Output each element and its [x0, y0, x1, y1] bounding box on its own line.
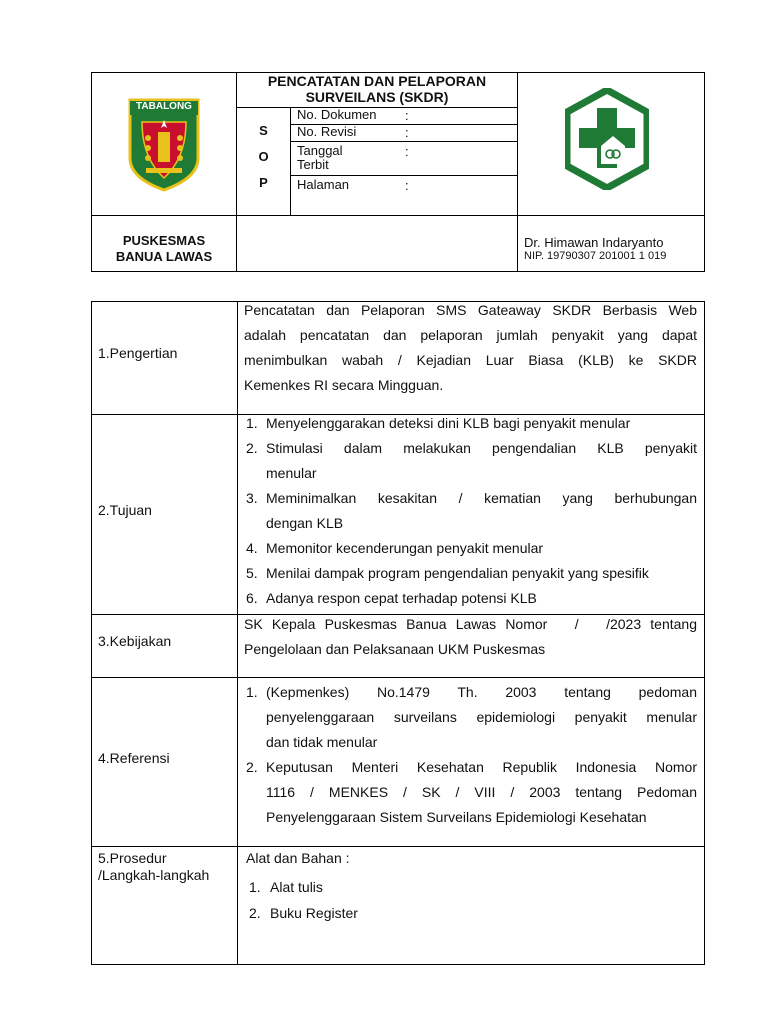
pengertian-text: [244, 298, 697, 398]
section-label-prosedur: [98, 850, 209, 884]
signatory-nip: NIP. 19790307 201001 1 019: [524, 250, 667, 262]
item-line: penyelenggaraan surveilans epidemiologi penyakit menular: [266, 709, 697, 725]
meta-label: No. Revisi: [297, 124, 357, 139]
referensi-item: [246, 755, 697, 830]
pengertian-line: menimbulkan wabah / Kejadian Luar Biasa (KLB) ke SKDR: [244, 352, 697, 368]
logo-text: TABALONG: [136, 101, 192, 112]
sop-letters: [237, 122, 290, 200]
referensi-item: [246, 680, 697, 755]
sop-letter-o: O: [258, 149, 269, 164]
sop-title-line2: SURVEILANS (SKDR): [305, 89, 449, 105]
section-label-pengertian: 1.Pengertian: [98, 345, 178, 361]
item-line: Memonitor kecenderungan penyakit menular: [266, 540, 544, 556]
section-label-referensi: 4.Referensi: [98, 750, 170, 766]
pengertian-line: Pencatatan dan Pelaporan SMS Gateaway SKDR Berbasis Web: [244, 302, 697, 318]
item-text: Buku Register: [270, 905, 358, 921]
meta-label-line2: Terbit: [297, 157, 329, 172]
sop-title: [237, 73, 517, 105]
meta-label: No. Dokumen: [297, 107, 377, 122]
meta-colon: :: [405, 108, 409, 123]
item-number: 5.: [246, 565, 258, 581]
item-line: (Kepmenkes) No.1479 Th. 2003 tentang pedoman: [266, 684, 697, 700]
meta-label: Halaman: [297, 177, 350, 192]
item-number: 1.: [246, 684, 258, 700]
section-label-tujuan: 2.Tujuan: [98, 502, 152, 518]
tujuan-list: [246, 411, 697, 611]
meta-tanggal-terbit: [297, 144, 343, 172]
item-line: Adanya respon cepat terhadap potensi KLB: [266, 590, 537, 606]
signatory-name: Dr. Himawan Indaryanto: [524, 235, 664, 250]
meta-no-dokumen: [297, 108, 376, 122]
item-line: 1116 / MENKES / SK / VIII / 2003 tentang Pedoman: [266, 784, 697, 800]
sop-letter-p: P: [259, 175, 268, 190]
kebijakan-line: SK Kepala Puskesmas Banua Lawas Nomor / /2023 tentang: [244, 616, 697, 632]
tujuan-item: [246, 561, 697, 586]
item-line: dan tidak menular: [266, 734, 378, 750]
tabalong-logo: [126, 98, 202, 192]
puskesmas-logo-icon: [565, 88, 649, 190]
item-number: 2.: [249, 905, 261, 921]
meta-halaman: [297, 178, 349, 192]
meta-colon: :: [405, 144, 409, 159]
prosedur-item: [249, 874, 689, 900]
pengertian-line: Kemenkes RI secara Mingguan.: [244, 377, 444, 393]
item-line: Penyelenggaraan Sistem Surveilans Epidemiologi Kesehatan: [266, 809, 647, 825]
item-number: 6.: [246, 590, 258, 606]
item-line: dengan KLB: [266, 515, 344, 531]
item-line: menular: [266, 465, 317, 481]
item-number: 1.: [246, 415, 258, 431]
item-line: Menilai dampak program pengendalian penyakit yang spesifik: [266, 565, 649, 581]
item-number: 3.: [246, 490, 258, 506]
sop-title-line1: PENCATATAN DAN PELAPORAN: [267, 73, 487, 89]
item-line: Stimulasi dalam melakukan pengendalian KLB penyakit: [266, 440, 697, 456]
meta-colon: :: [405, 125, 409, 140]
tujuan-item: [246, 411, 697, 436]
tujuan-item: [246, 486, 697, 536]
item-line: Meminimalkan kesakitan / kematian yang berhubungan: [266, 490, 697, 506]
tujuan-item: [246, 436, 697, 486]
item-number: 1.: [249, 879, 261, 895]
item-text: Alat tulis: [270, 879, 323, 895]
kebijakan-text: [244, 612, 697, 662]
organization-name: [92, 233, 236, 265]
item-line: Keputusan Menteri Kesehatan Republik Indonesia Nomor: [266, 759, 697, 775]
meta-no-revisi: [297, 125, 356, 139]
tujuan-item: [246, 586, 697, 611]
section-label-kebijakan: 3.Kebijakan: [98, 633, 172, 649]
prosedur-label-line1: 5.Prosedur: [98, 850, 167, 866]
prosedur-label-line2: /Langkah-langkah: [98, 867, 210, 883]
org-line2: BANUA LAWAS: [115, 249, 213, 264]
prosedur-item: [249, 900, 689, 926]
pengertian-line: adalah pencatatan dan pelaporan jumlah penyakit yang dapat: [244, 327, 697, 343]
tujuan-item: [246, 536, 697, 561]
item-number: 2.: [246, 759, 258, 775]
referensi-list: [246, 680, 697, 830]
meta-label-line1: Tanggal: [297, 143, 343, 158]
prosedur-list: [249, 874, 689, 926]
item-number: 4.: [246, 540, 258, 556]
org-line1: PUSKESMAS: [122, 233, 206, 248]
item-number: 2.: [246, 440, 258, 456]
item-line: Menyelenggarakan deteksi dini KLB bagi penyakit menular: [266, 415, 631, 431]
prosedur-heading: Alat dan Bahan :: [246, 850, 350, 866]
meta-colon: :: [405, 178, 409, 193]
kebijakan-line: Pengelolaan dan Pelaksanaan UKM Puskesmas: [244, 641, 546, 657]
sop-letter-s: S: [259, 123, 268, 138]
